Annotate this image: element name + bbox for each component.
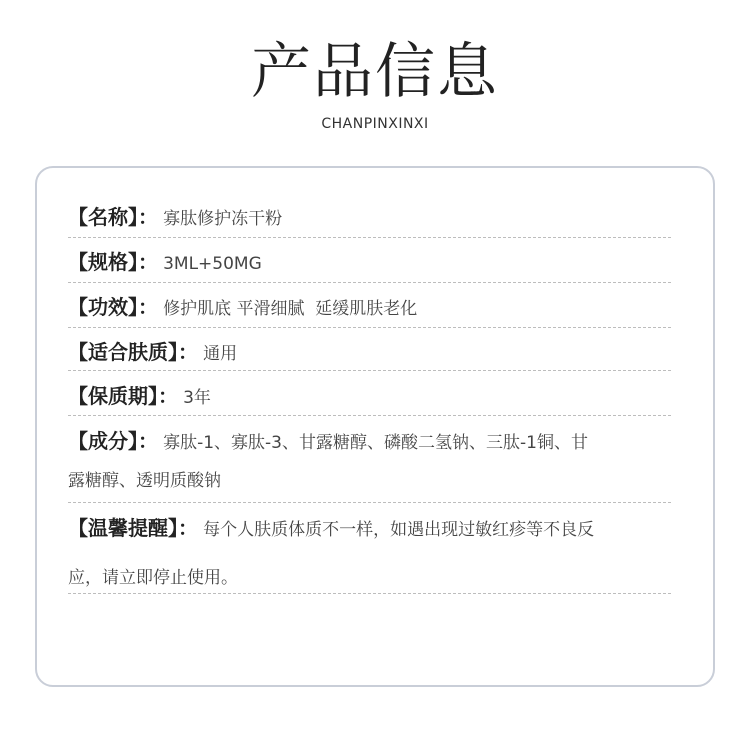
- notice-value-line1: 每个人肤质体质不一样，如遇出现过敏红疹等不良反: [203, 520, 595, 540]
- notice-key: 【温馨提醒】：: [68, 516, 198, 540]
- info-row-effect: [68, 288, 671, 328]
- ingredients-value-line2: 露糖醇、透明质酸钠: [68, 471, 221, 491]
- info-row-ingredients: [68, 422, 671, 503]
- name-value: 寡肽修护冻干粉: [163, 209, 283, 229]
- notice-value-line2: 应，请立即停止使用。: [68, 568, 238, 588]
- ingredients-value-line1: 寡肽-1、寡肽-3、甘露糖醇、磷酸二氢钠、三肽-1铜、甘: [163, 433, 588, 453]
- info-row-spec: [68, 243, 671, 283]
- info-row-notice: [68, 509, 671, 594]
- suitable-value: 通用: [203, 344, 238, 364]
- suitable-key: 【适合肤质】：: [68, 340, 198, 364]
- effect-key: 【功效】：: [68, 295, 158, 319]
- page-subtitle: CHANPINXINXI: [321, 116, 429, 132]
- shelf-life-key: 【保质期】：: [68, 384, 178, 408]
- page-title: 产品信息: [251, 37, 499, 107]
- ingredients-key: 【成分】：: [68, 429, 158, 453]
- shelf-life-value: 3年: [183, 388, 211, 408]
- spec-key: 【规格】：: [68, 250, 158, 274]
- info-row-suitable-skin: [68, 333, 671, 371]
- info-row-name: [68, 198, 671, 238]
- name-key: 【名称】：: [68, 205, 158, 229]
- effect-value: 修护肌底 平滑细腻 延缓肌肤老化: [163, 299, 418, 319]
- info-row-shelf-life: [68, 377, 671, 416]
- spec-value: 3ML+50MG: [163, 254, 262, 274]
